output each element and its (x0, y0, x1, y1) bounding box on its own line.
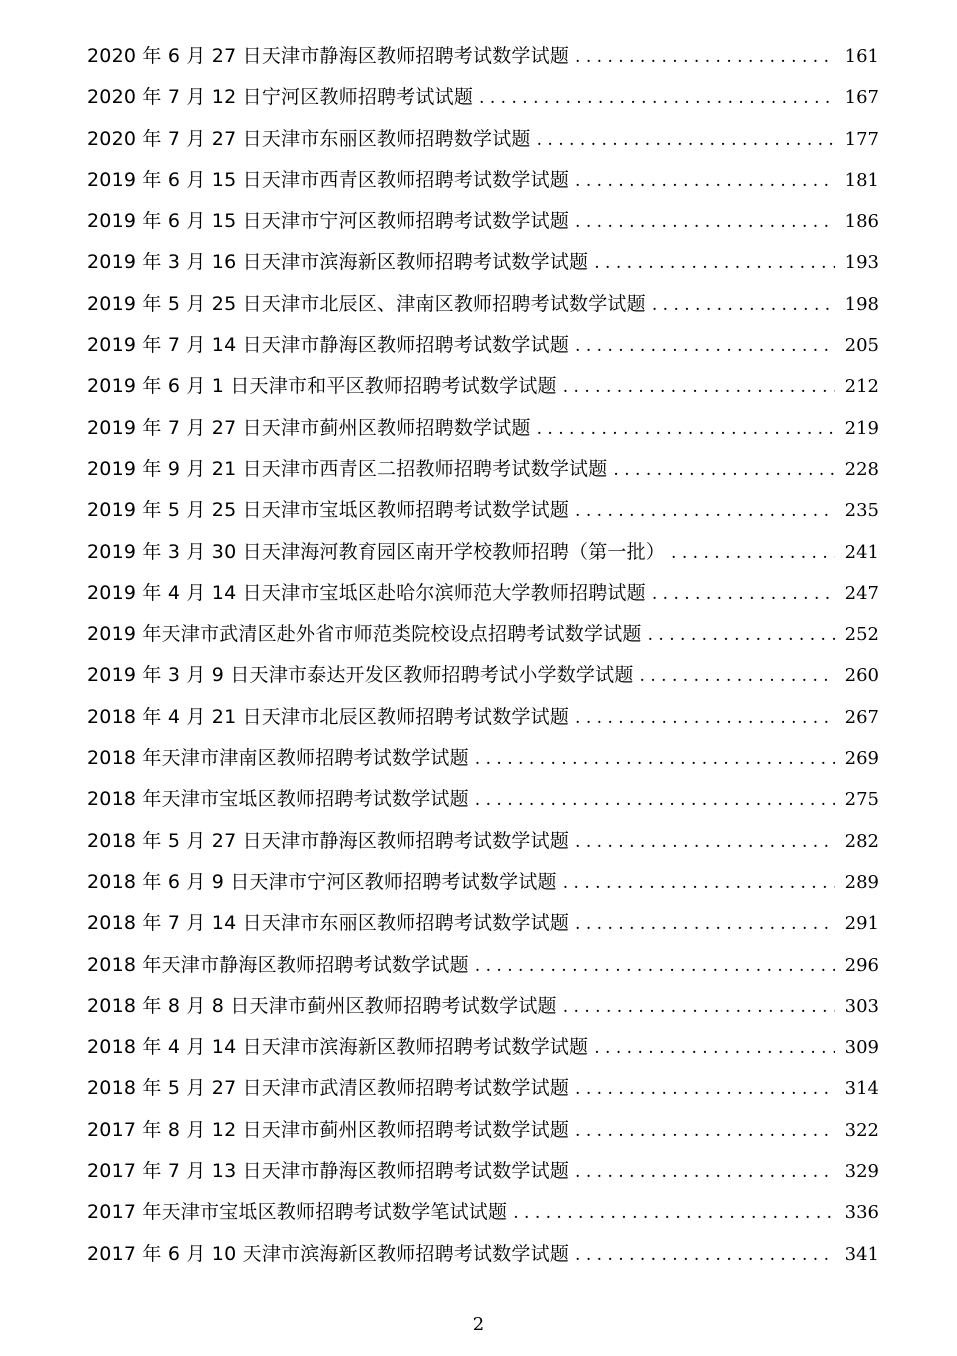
toc-entry-title: 2019 年天津市武清区赴外省市师范类院校设点招聘考试数学试题 (87, 623, 642, 646)
toc-entry[interactable] (87, 289, 879, 330)
toc-entry[interactable] (87, 1032, 879, 1073)
toc-entry-title: 2019 年 7 月 14 日天津市静海区教师招聘考试数学试题 (87, 334, 570, 357)
toc-entry-title: 2020 年 7 月 27 日天津市东丽区教师招聘数学试题 (87, 127, 531, 150)
toc-entry[interactable] (87, 619, 879, 660)
toc-entry[interactable] (87, 1156, 879, 1197)
toc-entry[interactable] (87, 908, 879, 949)
toc-entry-title: 2018 年天津市静海区教师招聘考试数学试题 (87, 953, 469, 976)
toc-entry-title: 2018 年 7 月 14 日天津市东丽区教师招聘考试数学试题 (87, 912, 570, 935)
toc-entry[interactable] (87, 702, 879, 743)
toc-entry[interactable] (87, 454, 879, 495)
toc-entry-title: 2017 年天津市宝坻区教师招聘考试数学笔试试题 (87, 1201, 508, 1224)
toc-dot-leader (575, 1123, 835, 1140)
toc-entry-title: 2017 年 7 月 13 日天津市静海区教师招聘考试数学试题 (87, 1160, 570, 1183)
toc-entry-title: 2020 年 6 月 27 日天津市静海区教师招聘考试数学试题 (87, 45, 570, 67)
toc-dot-leader (575, 1247, 835, 1264)
toc-entry[interactable] (87, 743, 879, 784)
toc-dot-leader (640, 668, 835, 685)
toc-entry[interactable] (87, 371, 879, 412)
toc-dot-leader (575, 710, 835, 727)
toc-entry-page: 309 (844, 1037, 879, 1059)
toc-dot-leader (475, 958, 835, 975)
toc-entry-title: 2019 年 6 月 1 日天津市和平区教师招聘考试数学试题 (87, 375, 557, 398)
toc-entry-page: 252 (844, 624, 879, 646)
toc-dot-leader (575, 834, 835, 851)
toc-entry[interactable] (87, 1239, 879, 1280)
toc-entry[interactable] (87, 867, 879, 908)
toc-entry-page: 247 (844, 582, 879, 604)
toc-dot-leader (671, 545, 835, 562)
toc-entry-title: 2018 年 4 月 21 日天津市北辰区教师招聘考试数学试题 (87, 705, 570, 728)
toc-dot-leader (575, 173, 835, 190)
toc-entry[interactable] (87, 1197, 879, 1238)
toc-entry-page: 161 (844, 46, 879, 67)
toc-entry[interactable] (87, 991, 879, 1032)
toc-entry-page: 235 (844, 500, 879, 522)
toc-dot-leader (575, 1081, 835, 1098)
toc-entry[interactable] (87, 247, 879, 288)
toc-entry-page: 314 (844, 1078, 879, 1100)
toc-entry[interactable] (87, 495, 879, 536)
toc-entry-page: 186 (844, 211, 879, 233)
toc-entry-page: 219 (844, 417, 879, 439)
toc-entry-page: 275 (844, 789, 879, 811)
toc-entry-page: 241 (844, 541, 879, 563)
toc-entry-page: 336 (844, 1202, 879, 1224)
toc-dot-leader (537, 132, 835, 149)
toc-dot-leader (575, 214, 835, 231)
toc-entry-page: 177 (844, 128, 879, 150)
toc-entry-page: 267 (844, 706, 879, 728)
toc-entry-page: 181 (844, 169, 879, 191)
toc-entry[interactable] (87, 784, 879, 825)
toc-entry-page: 269 (844, 748, 879, 770)
toc-entry[interactable] (87, 206, 879, 247)
toc-dot-leader (594, 255, 835, 272)
toc-entry[interactable] (87, 1073, 879, 1114)
toc-entry-page: 260 (844, 665, 879, 687)
toc-entry-page: 167 (844, 87, 879, 109)
toc-entry-title: 2019 年 3 月 30 日天津海河教育园区南开学校教师招聘（第一批） (87, 540, 666, 563)
toc-dot-leader (652, 297, 835, 314)
toc-entry-title: 2019 年 3 月 16 日天津市滨海新区教师招聘考试数学试题 (87, 251, 589, 274)
toc-dot-leader (475, 751, 835, 768)
toc-entry-page: 322 (844, 1119, 879, 1141)
toc-entry[interactable] (87, 537, 879, 578)
toc-entry-page: 291 (844, 913, 879, 935)
toc-dot-leader (594, 1040, 835, 1057)
toc-entry[interactable] (87, 826, 879, 867)
toc-dot-leader (475, 792, 835, 809)
toc-dot-leader (575, 49, 835, 66)
toc-dot-leader (575, 916, 835, 933)
toc-entry-title: 2018 年 8 月 8 日天津市蓟州区教师招聘考试数学试题 (87, 994, 557, 1017)
toc-entry-title: 2018 年 4 月 14 日天津市滨海新区教师招聘考试数学试题 (87, 1036, 589, 1059)
toc-entry-title: 2019 年 5 月 25 日天津市北辰区、津南区教师招聘考试数学试题 (87, 292, 646, 315)
toc-entry-page: 198 (844, 293, 879, 315)
toc-entry-title: 2018 年 6 月 9 日天津市宁河区教师招聘考试数学试题 (87, 870, 557, 893)
toc-entry[interactable] (87, 578, 879, 619)
table-of-contents (87, 41, 879, 1280)
toc-dot-leader (648, 627, 835, 644)
toc-entry-title: 2019 年 3 月 9 日天津市泰达开发区教师招聘考试小学数学试题 (87, 664, 634, 687)
toc-dot-leader (575, 503, 835, 520)
toc-dot-leader (613, 462, 835, 479)
toc-entry[interactable] (87, 1115, 879, 1156)
toc-dot-leader (575, 1164, 835, 1181)
toc-entry-page: 212 (844, 376, 879, 398)
toc-entry[interactable] (87, 41, 879, 82)
toc-entry-page: 341 (844, 1243, 879, 1265)
toc-entry-title: 2018 年 5 月 27 日天津市静海区教师招聘考试数学试题 (87, 829, 570, 852)
toc-entry[interactable] (87, 660, 879, 701)
toc-entry[interactable] (87, 82, 879, 123)
toc-entry-page: 228 (844, 458, 879, 480)
toc-entry-page: 329 (844, 1161, 879, 1183)
toc-entry-page: 282 (844, 830, 879, 852)
toc-entry-title: 2017 年 8 月 12 日天津市蓟州区教师招聘考试数学试题 (87, 1118, 570, 1141)
toc-entry-title: 2020 年 7 月 12 日宁河区教师招聘考试试题 (87, 86, 474, 109)
toc-entry-title: 2019 年 6 月 15 日天津市西青区教师招聘考试数学试题 (87, 168, 570, 191)
toc-entry-page: 303 (844, 995, 879, 1017)
toc-dot-leader (479, 90, 835, 107)
toc-entry-page: 193 (844, 252, 879, 274)
toc-entry-title: 2017 年 6 月 10 天津市滨海新区教师招聘考试数学试题 (87, 1242, 570, 1265)
toc-entry[interactable] (87, 950, 879, 991)
toc-entry-title: 2018 年天津市津南区教师招聘考试数学试题 (87, 747, 469, 770)
toc-entry-page: 289 (844, 871, 879, 893)
toc-dot-leader (563, 999, 835, 1016)
toc-dot-leader (575, 338, 835, 355)
toc-entry-title: 2019 年 5 月 25 日天津市宝坻区教师招聘考试数学试题 (87, 499, 570, 522)
toc-entry-title: 2019 年 7 月 27 日天津市蓟州区教师招聘数学试题 (87, 416, 531, 439)
toc-entry[interactable] (87, 124, 879, 165)
toc-entry-title: 2019 年 4 月 14 日天津市宝坻区赴哈尔滨师范大学教师招聘试题 (87, 581, 646, 604)
toc-entry-title: 2018 年 5 月 27 日天津市武清区教师招聘考试数学试题 (87, 1077, 570, 1100)
toc-entry-page: 296 (844, 954, 879, 976)
page-number: 2 (472, 1314, 485, 1335)
toc-entry-title: 2019 年 9 月 21 日天津市西青区二招教师招聘考试数学试题 (87, 457, 608, 480)
toc-entry[interactable] (87, 330, 879, 371)
toc-dot-leader (563, 875, 835, 892)
toc-dot-leader (652, 586, 835, 603)
toc-dot-leader (537, 421, 835, 438)
toc-entry[interactable] (87, 413, 879, 454)
toc-dot-leader (563, 379, 835, 396)
toc-entry-page: 205 (844, 335, 879, 357)
toc-entry-title: 2018 年天津市宝坻区教师招聘考试数学试题 (87, 788, 469, 811)
toc-entry[interactable] (87, 165, 879, 206)
toc-entry-title: 2019 年 6 月 15 日天津市宁河区教师招聘考试数学试题 (87, 210, 570, 233)
toc-dot-leader (513, 1205, 835, 1222)
